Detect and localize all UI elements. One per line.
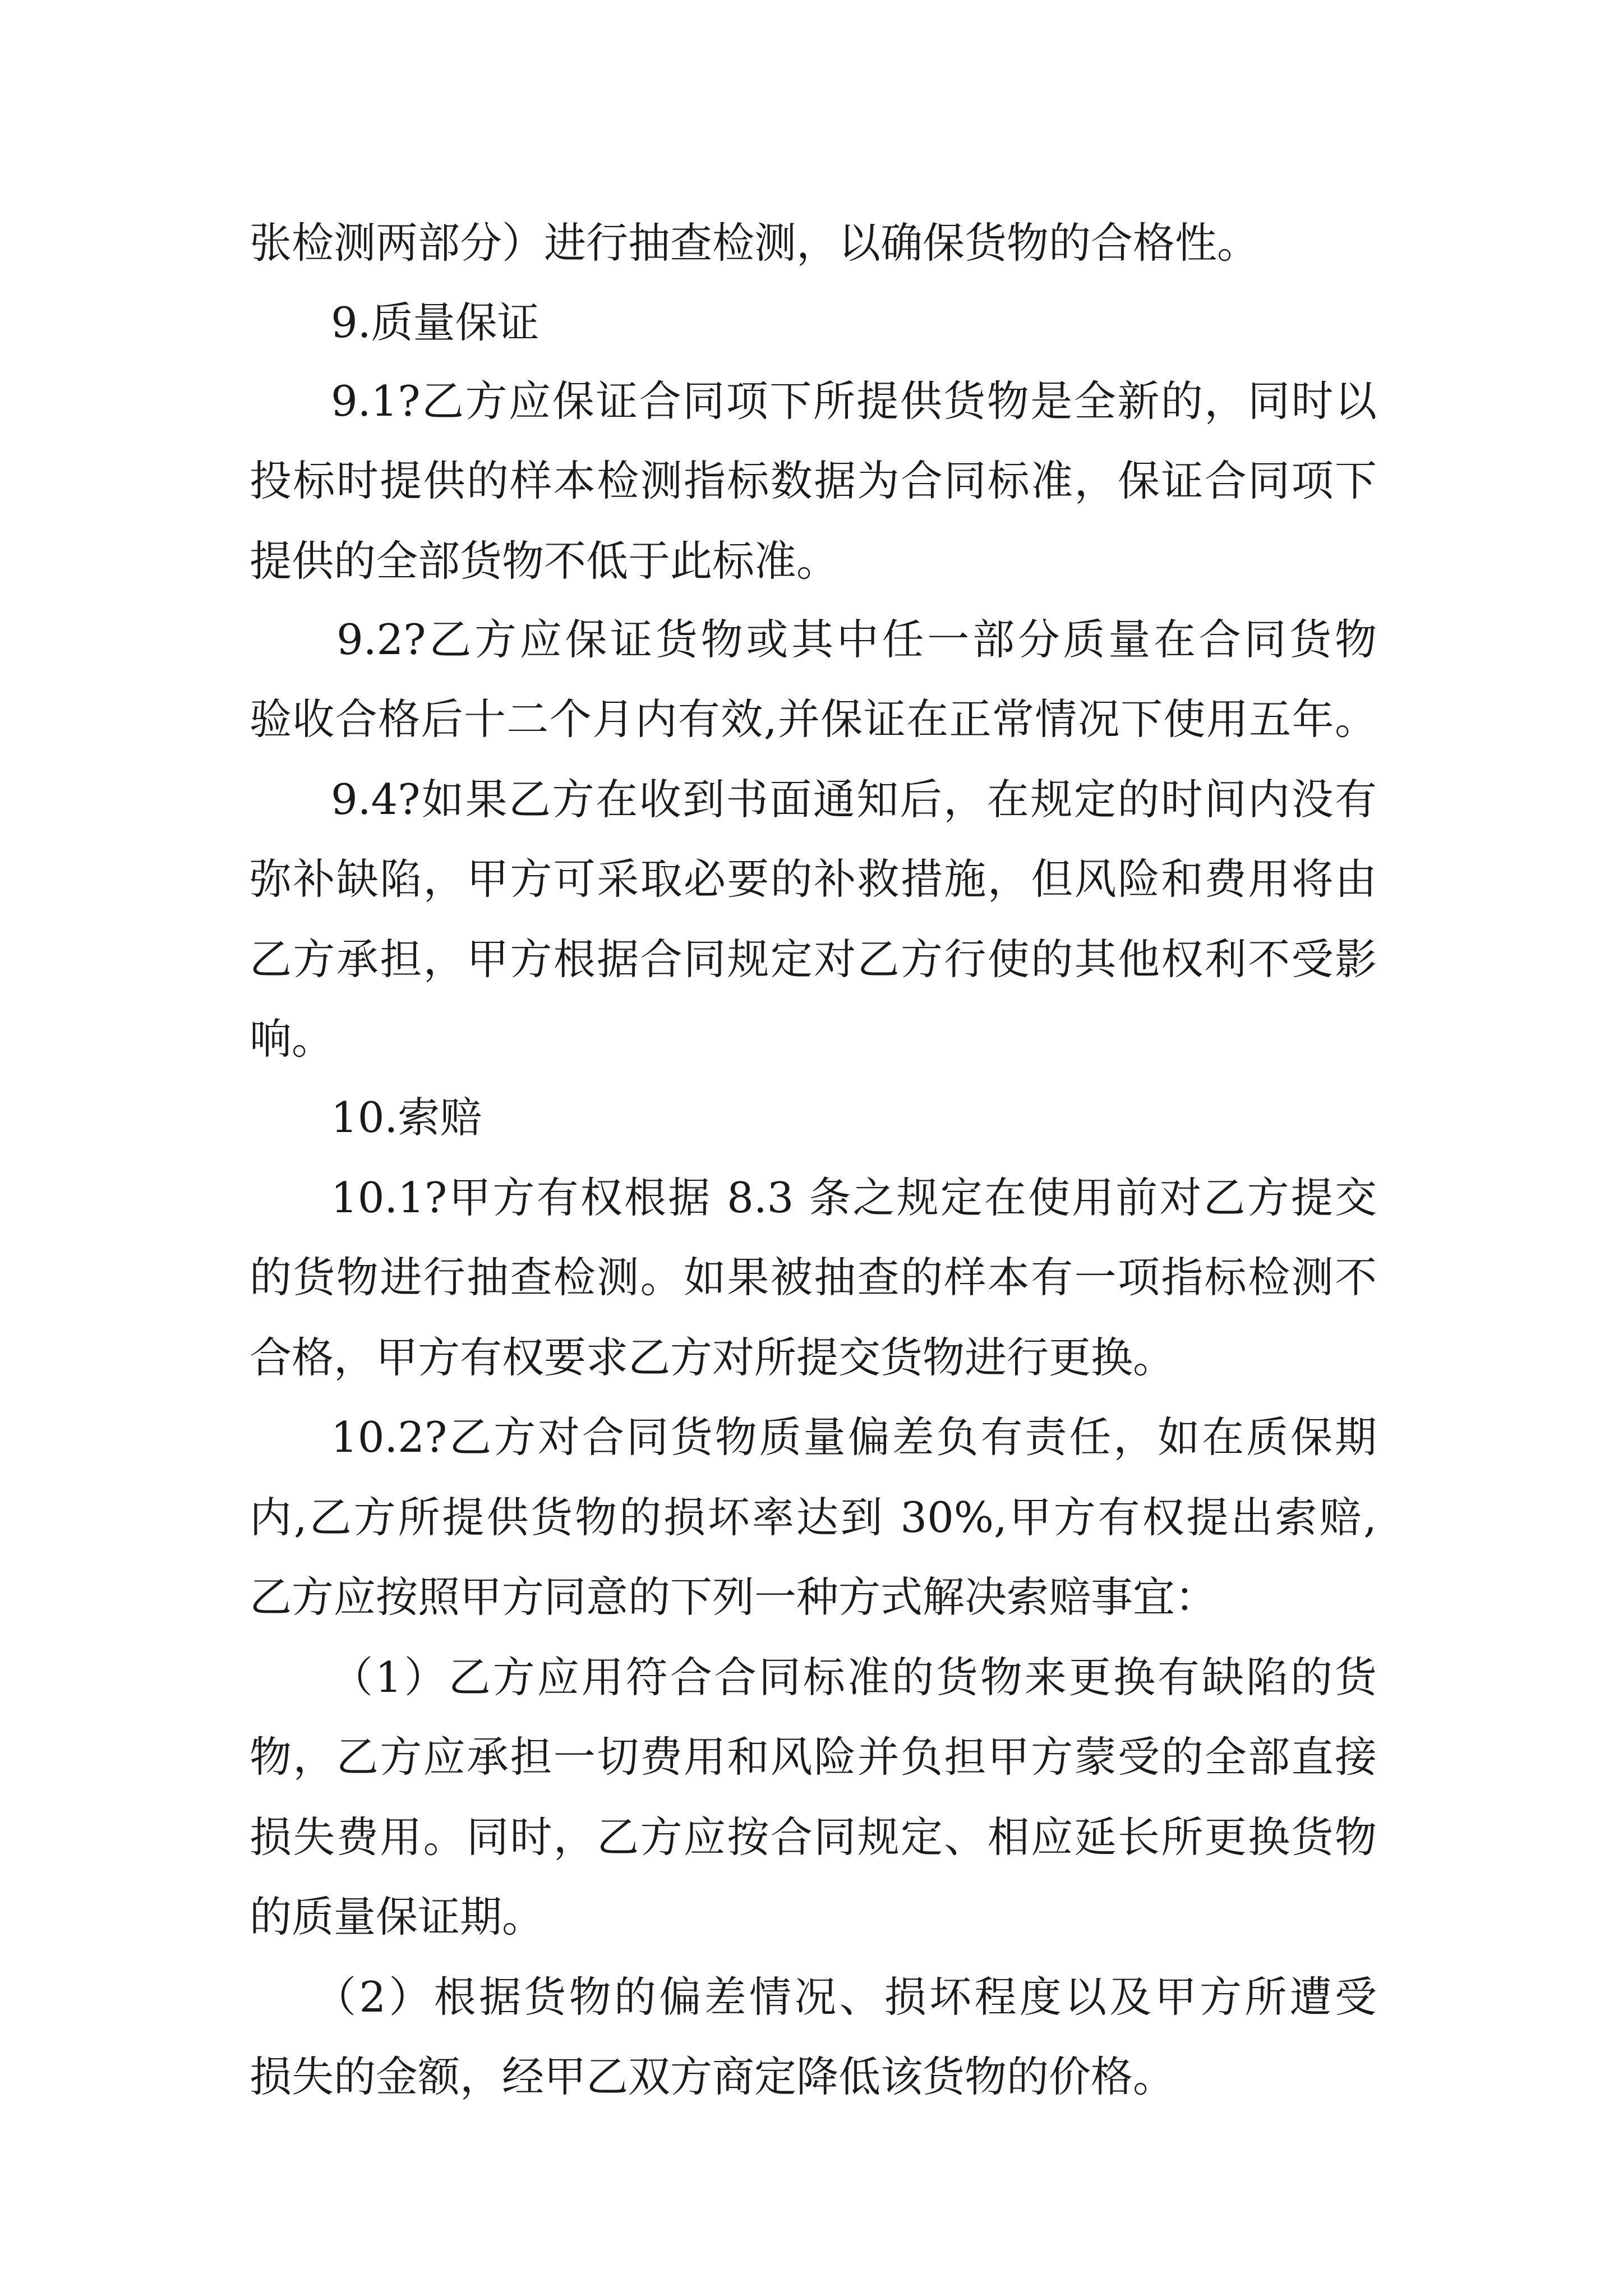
- paragraph-line: 9.2?乙方应保证货物或其中任一部分质量在合同货物: [336, 615, 1377, 664]
- paragraph-line: （1）乙方应用符合合同标准的货物来更换有缺陷的货: [331, 1653, 1377, 1702]
- paragraph-line: 投标时提供的样本检测指标数据为合同标准，保证合同项下: [250, 456, 1377, 505]
- paragraph-line: 乙方应按照甲方同意的下列一种方式解决索赔事宜：: [250, 1572, 1218, 1622]
- section-heading: 10.索赔: [331, 1093, 482, 1142]
- paragraph-line: 提供的全部货物不低于此标准。: [250, 536, 839, 586]
- section-heading: 9.质量保证: [331, 298, 540, 347]
- paragraph-line: （2）根据货物的偏差情况、损坏程度以及甲方所遭受: [314, 1972, 1377, 2022]
- paragraph-line: 10.2?乙方对合同货物质量偏差负有责任，如在质保期: [331, 1412, 1377, 1462]
- paragraph-line: 物，乙方应承担一切费用和风险并负担甲方蒙受的全部直接: [250, 1732, 1377, 1782]
- paragraph-line: 损失费用。同时，乙方应按合同规定、相应延长所更换货物: [250, 1812, 1377, 1862]
- paragraph-line: 验收合格后十二个月内有效,并保证在正常情况下使用五年。: [250, 694, 1377, 744]
- paragraph-line: 9.1?乙方应保证合同项下所提供货物是全新的，同时以: [331, 376, 1377, 426]
- paragraph-line: 10.1?甲方有权根据 8.3 条之规定在使用前对乙方提交: [331, 1173, 1377, 1222]
- paragraph-line: 内,乙方所提供货物的损坏率达到 30%,甲方有权提出索赔,: [250, 1493, 1377, 1542]
- paragraph-line: 响。: [250, 1014, 334, 1064]
- paragraph-line: 的质量保证期。: [250, 1892, 545, 1941]
- paragraph-line: 的货物进行抽查检测。如果被抽查的样本有一项指标检测不: [250, 1253, 1377, 1302]
- paragraph-line: 弥补缺陷，甲方可采取必要的补救措施，但风险和费用将由: [250, 854, 1377, 904]
- paragraph-line: 乙方承担，甲方根据合同规定对乙方行使的其他权利不受影: [250, 935, 1377, 984]
- paragraph-line: 9.4?如果乙方在收到书面通知后，在规定的时间内没有: [331, 775, 1377, 824]
- paragraph-line: 损失的金额，经甲乙双方商定降低该货物的价格。: [250, 2052, 1175, 2101]
- paragraph-line: 合格，甲方有权要求乙方对所提交货物进行更换。: [250, 1333, 1175, 1382]
- paragraph-line: 张检测两部分）进行抽查检测，以确保货物的合格性。: [250, 218, 1260, 268]
